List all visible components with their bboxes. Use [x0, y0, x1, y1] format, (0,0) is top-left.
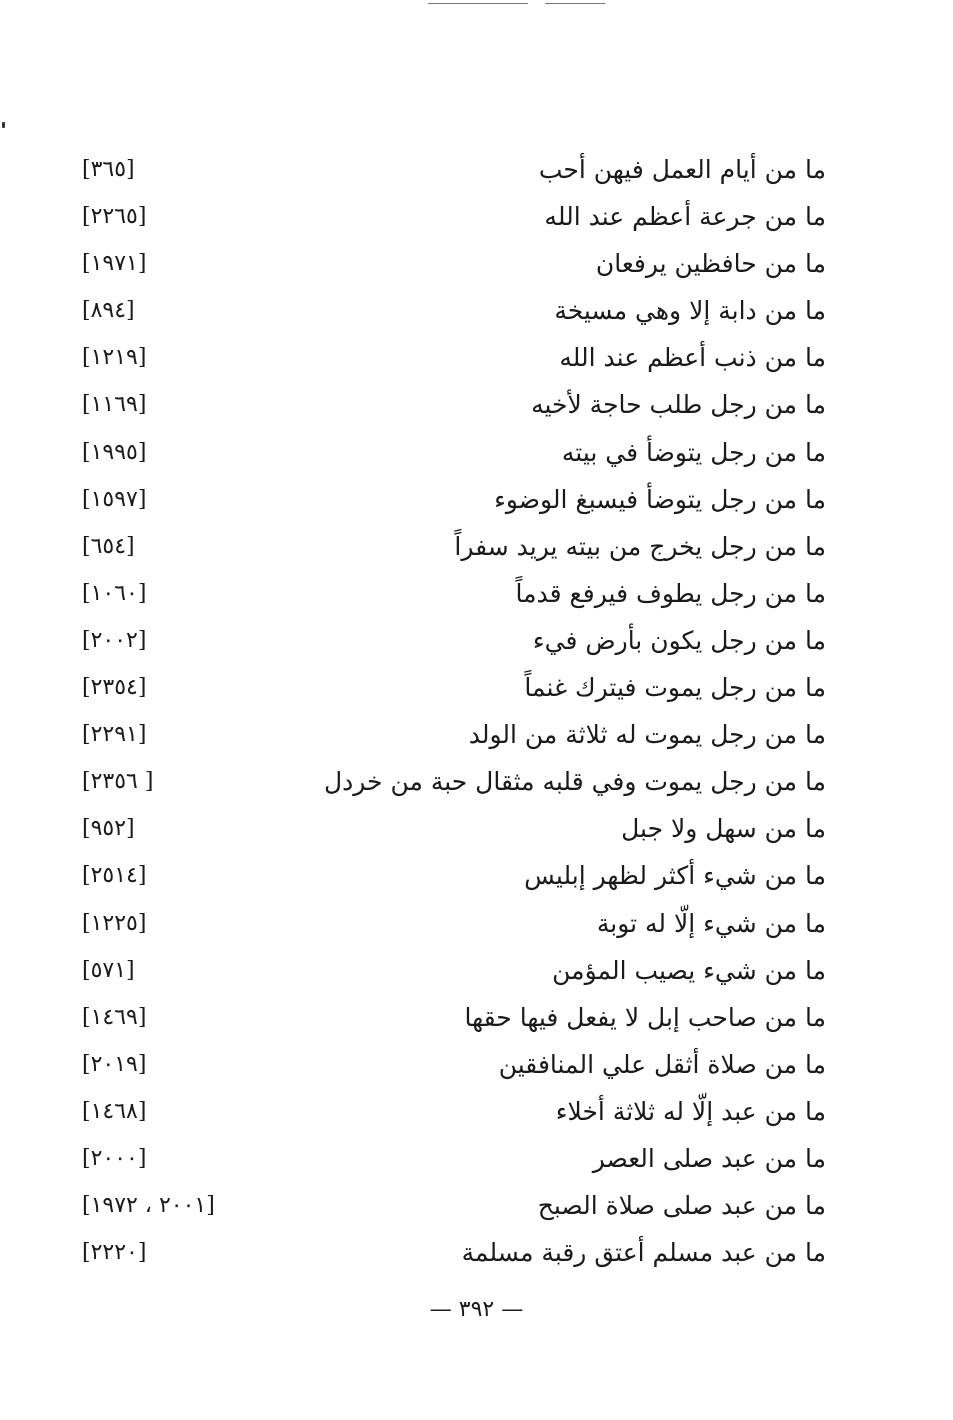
entry-reference-number: [٢٢٦٥]: [82, 204, 147, 230]
index-entry: [0, 1230, 953, 1277]
entry-reference-number: [١٤٦٩]: [82, 1004, 147, 1030]
entry-reference-number: [١٢٢٥]: [82, 910, 147, 936]
entry-text: ما من سهل ولا جبل: [621, 814, 826, 844]
index-entry: [0, 995, 953, 1042]
index-entry: [0, 477, 953, 524]
index-entry: [0, 147, 953, 194]
index-entry: [0, 241, 953, 288]
entry-text: ما من رجل يموت فيترك غنماً: [524, 673, 826, 703]
entry-text: ما من شيء أكثر لظهر إبليس: [524, 861, 826, 891]
index-entry: [0, 288, 953, 335]
entry-reference-number: [١٩٩٥]: [82, 439, 147, 465]
entry-text: ما من عبد صلى العصر: [592, 1143, 826, 1173]
index-entry: [0, 194, 953, 241]
entry-text: ما من صلاة أثقل علي المنافقين: [498, 1049, 826, 1079]
index-entry: [0, 853, 953, 900]
entry-reference-number: [٢٠٠١ ، ١٩٧٢]: [82, 1193, 215, 1219]
entry-text: ما من رجل يموت وفي قلبه مثقال حبة من خردل: [323, 767, 826, 797]
entry-text: ما من رجل يكون بأرض فيء: [532, 625, 826, 655]
entry-text: ما من جرعة أعظم عند الله: [544, 202, 826, 232]
entry-reference-number: [٩٥٢]: [82, 816, 135, 842]
entry-reference-number: [٢٢٢٠]: [82, 1240, 147, 1266]
entry-text: ما من عبد صلى صلاة الصبح: [537, 1191, 826, 1221]
index-entry: [0, 335, 953, 382]
top-rule-left: [428, 3, 528, 4]
index-entry: [0, 382, 953, 429]
index-entry: [0, 1136, 953, 1183]
page-number: — ٣٩٢ —: [429, 1297, 524, 1322]
entry-text: ما من رجل يموت له ثلاثة من الولد: [468, 720, 826, 750]
margin-mark: [2, 122, 5, 128]
entry-reference-number: [١٩٧١]: [82, 251, 147, 277]
entry-text: ما من شيء إلّا له توبة: [596, 908, 826, 938]
entry-reference-number: [٨٩٤]: [82, 298, 135, 324]
entry-reference-number: [٦٥٤]: [82, 533, 135, 559]
entry-reference-number: [١٠٦٠]: [82, 580, 147, 606]
entry-reference-number: [٣٦٥]: [82, 157, 135, 182]
index-entry: [0, 806, 953, 853]
index-entry: [0, 430, 953, 477]
entry-text: ما من صاحب إبل لا يفعل فيها حقها: [464, 1002, 826, 1032]
entry-reference-number: [٢٢٩١]: [82, 722, 147, 748]
entry-text: ما من أيام العمل فيهن أحب: [538, 155, 826, 184]
entry-reference-number: [١٥٩٧]: [82, 486, 147, 512]
entry-reference-number: [٢٥١٤]: [82, 863, 147, 889]
entry-reference-number: [١١٦٩]: [82, 392, 147, 418]
index-entry: [0, 571, 953, 618]
entry-text: ما من ذنب أعظم عند الله: [559, 343, 826, 373]
index-entry: [0, 1183, 953, 1230]
entry-text: ما من رجل يطوف فيرفع قدماً: [515, 578, 826, 608]
entry-reference-number: [٢٣٥٤]: [82, 675, 147, 701]
index-entry: [0, 759, 953, 806]
index-entry: [0, 524, 953, 571]
entry-reference-number: [٥٧١]: [82, 957, 135, 983]
entry-text: ما من رجل يخرج من بيته يريد سفراً: [454, 531, 826, 561]
entry-text: ما من عبد مسلم أعتق رقبة مسلمة: [461, 1238, 826, 1268]
entry-text: ما من حافظين يرفعان: [595, 249, 826, 279]
entry-reference-number: [١٢١٩]: [82, 345, 147, 371]
index-entry: [0, 1089, 953, 1136]
index-entry: [0, 901, 953, 948]
entry-reference-number: [ ٢٣٥٦]: [82, 769, 154, 795]
entry-text: ما من رجل يتوضأ فيسبغ الوضوء: [494, 484, 826, 514]
index-entry: [0, 618, 953, 665]
top-rule-right: [545, 3, 605, 4]
entry-reference-number: [٢٠٠٢]: [82, 627, 147, 653]
entry-reference-number: [١٤٦٨]: [82, 1098, 147, 1124]
entry-reference-number: [٢٠١٩]: [82, 1051, 147, 1077]
entry-text: ما من رجل طلب حاجة لأخيه: [531, 390, 826, 420]
index-entries-list: [0, 147, 953, 1277]
index-entry: [0, 1042, 953, 1089]
entry-reference-number: [٢٠٠٠]: [82, 1145, 147, 1171]
entry-text: ما من دابة إلا وهي مسيخة: [554, 296, 826, 326]
entry-text: ما من شيء يصيب المؤمن: [552, 955, 826, 985]
entry-text: ما من رجل يتوضأ في بيته: [561, 437, 826, 467]
index-entry: [0, 948, 953, 995]
index-entry: [0, 665, 953, 712]
index-entry: [0, 712, 953, 759]
entry-text: ما من عبد إلّا له ثلاثة أخلاء: [555, 1096, 826, 1126]
